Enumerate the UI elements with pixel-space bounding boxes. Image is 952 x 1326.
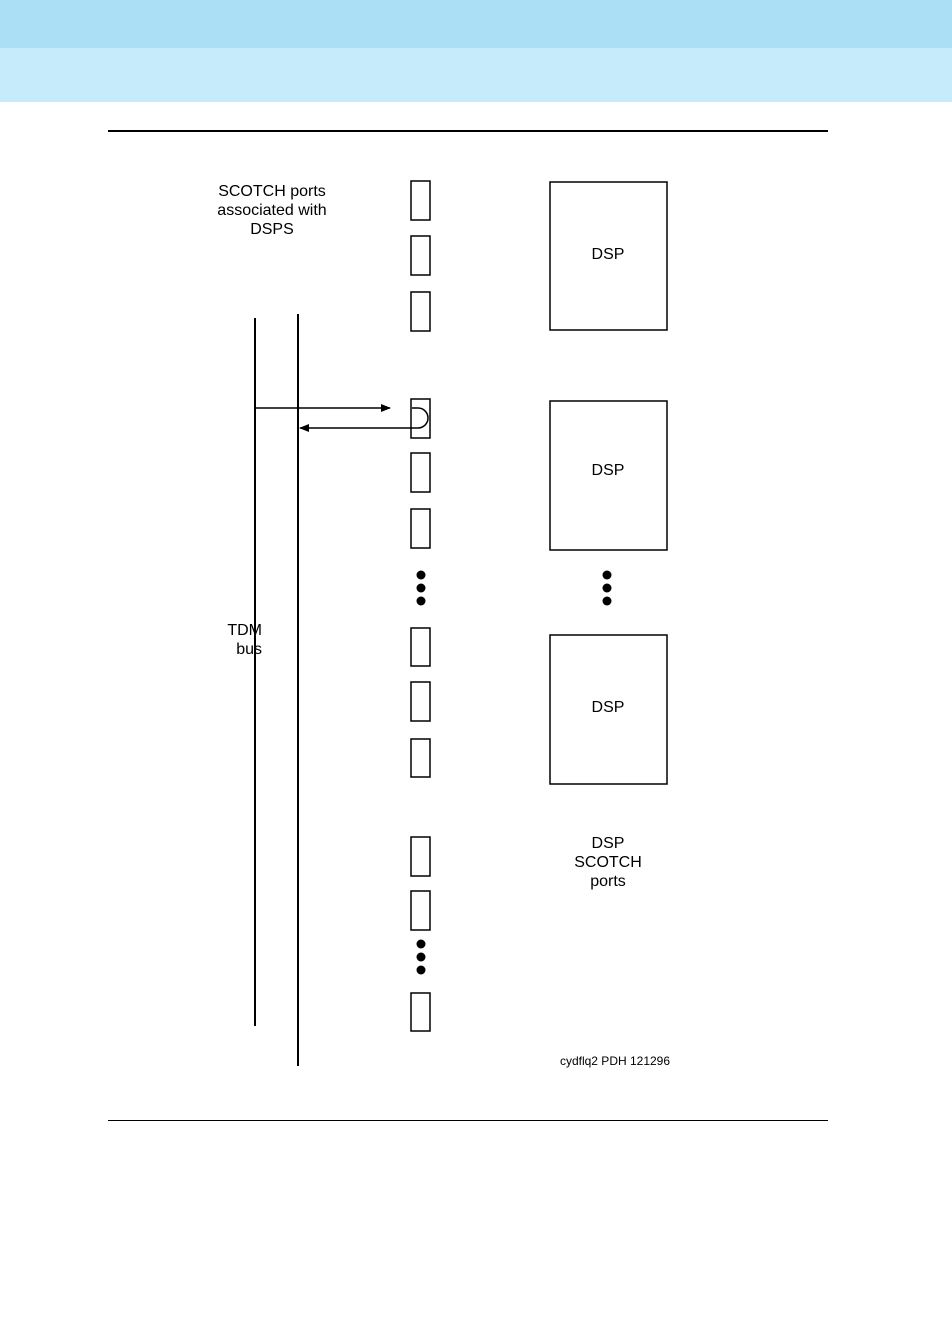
arrow-loop-back — [300, 408, 428, 428]
scotch-port-box — [411, 739, 430, 777]
scotch-port-box-active — [411, 399, 430, 438]
tdm-bus-label: TDM bus — [227, 622, 262, 658]
scotch-port-box — [411, 181, 430, 220]
scotch-port-box — [411, 993, 430, 1031]
scotch-port-box — [411, 292, 430, 331]
port-ellipsis-1 — [417, 571, 426, 606]
scotch-port-box — [411, 837, 430, 876]
port-ellipsis-2 — [417, 940, 426, 975]
scotch-port-box — [411, 682, 430, 721]
dsp-scotch-ports-label: DSP SCOTCH ports — [574, 835, 642, 890]
scotch-ports-label: SCOTCH ports associated with DSPS — [217, 183, 327, 238]
dsp-label-3: DSP — [591, 699, 625, 716]
scotch-port-box — [411, 236, 430, 275]
figure-credit: cydflq2 PDH 121296 — [559, 1054, 671, 1068]
scotch-port-column — [411, 181, 430, 1031]
scotch-port-box — [411, 509, 430, 548]
scotch-port-box — [411, 891, 430, 930]
dsp-label-2: DSP — [591, 462, 625, 479]
scotch-port-box — [411, 453, 430, 492]
dsp-label-1: DSP — [591, 246, 625, 263]
dsp-ellipsis — [603, 571, 612, 606]
scotch-port-box — [411, 628, 430, 666]
bottom-rule — [108, 1120, 828, 1121]
